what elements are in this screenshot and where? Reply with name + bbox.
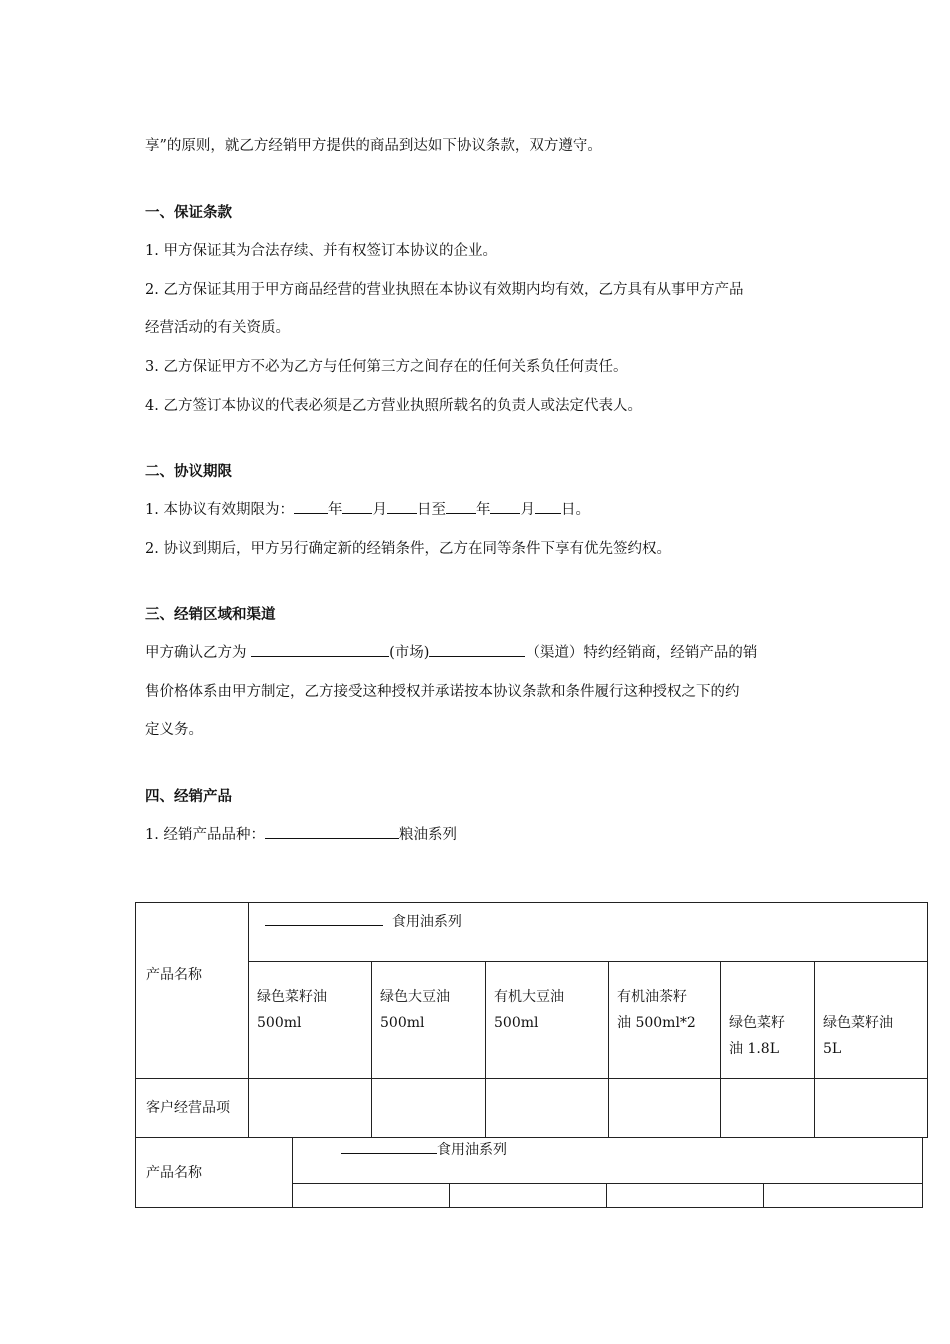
- term-line-2: 2. 协议到期后，甲方另行确定新的经销条件，乙方在同等条件下享有优先签约权。: [145, 541, 671, 557]
- section-guarantee-title: 一、保证条款: [145, 205, 232, 221]
- variety-blank[interactable]: [265, 823, 399, 839]
- customer-item-cell-2[interactable]: [372, 1079, 486, 1138]
- product-name-label: 产品名称: [146, 967, 202, 983]
- market-blank[interactable]: [251, 641, 389, 657]
- product-table-2: [135, 1137, 923, 1208]
- product-name-label-2: 产品名称: [136, 1138, 293, 1208]
- section-products-title: 四、经销产品: [145, 789, 232, 805]
- series-label: 食用油系列: [391, 914, 462, 930]
- product-cell-2: [372, 962, 486, 1079]
- area-prefix: 甲方确认乙方为: [145, 645, 247, 661]
- channel-label: （渠道）特约经销商，经销产品的销: [525, 645, 758, 661]
- product-cell-4: [609, 962, 721, 1079]
- term-prefix: 1. 本协议有效期限为：: [145, 502, 294, 518]
- guarantee-item-2-cont: 经营活动的有关资质。: [145, 320, 290, 336]
- product-name: 绿色大豆油 500ml: [380, 989, 450, 1031]
- product-cell-2-1[interactable]: [293, 1184, 450, 1208]
- end-month-blank[interactable]: [490, 498, 520, 514]
- guarantee-item-4: 4. 乙方签订本协议的代表必须是乙方营业执照所载名的负责人或法定代表人。: [145, 398, 642, 414]
- series-label-2: 食用油系列: [437, 1142, 507, 1158]
- variety-prefix: 1. 经销产品品种：: [145, 827, 265, 843]
- product-name-label-cell: [136, 903, 249, 1079]
- month-label: 月: [372, 502, 387, 518]
- customer-item-cell-4[interactable]: [609, 1079, 721, 1138]
- customer-item-cell-3[interactable]: [486, 1079, 609, 1138]
- product-name: 绿色菜籽油 500ml: [257, 989, 327, 1031]
- end-day-blank[interactable]: [535, 498, 561, 514]
- year-label-2: 年: [475, 502, 491, 518]
- market-label: (市场): [389, 645, 430, 661]
- area-line-1: [145, 641, 757, 662]
- variety-suffix: 粮油系列: [398, 827, 457, 843]
- product-cell-2-4[interactable]: [764, 1184, 923, 1208]
- customer-items-label: 客户经营品项: [136, 1079, 249, 1138]
- start-year-blank[interactable]: [294, 498, 328, 514]
- guarantee-item-2: 2. 乙方保证其用于甲方商品经营的营业执照在本协议有效期内均有效，乙方具有从事甲方产品: [145, 282, 744, 298]
- section-area-title: 三、经销区域和渠道: [145, 607, 276, 623]
- end-year-blank[interactable]: [446, 498, 476, 514]
- day-to-label: 日至: [416, 502, 446, 518]
- series-cell: [249, 903, 928, 962]
- series-blank-2[interactable]: [341, 1138, 437, 1154]
- series-blank[interactable]: [265, 910, 383, 926]
- product-cell-3: [486, 962, 609, 1079]
- product-cell-2-3[interactable]: [607, 1184, 764, 1208]
- guarantee-item-3: 3. 乙方保证甲方不必为乙方与任何第三方之间存在的任何关系负任何责任。: [145, 359, 628, 375]
- area-line-2: 售价格体系由甲方制定，乙方接受这种授权并承诺按本协议条款和条件履行这种授权之下的约: [145, 684, 740, 700]
- product-name: 绿色菜籽 油 1.8L: [729, 1015, 785, 1057]
- day-end-label: 日。: [560, 502, 590, 518]
- series-cell-2: [293, 1138, 923, 1184]
- intro-text: 享”的原则，就乙方经销甲方提供的商品到达如下协议条款，双方遵守。: [145, 138, 602, 154]
- product-name: 有机大豆油 500ml: [494, 989, 564, 1031]
- product-name: 有机油茶籽 油 500ml*2: [617, 989, 696, 1031]
- products-variety-line: [145, 823, 457, 844]
- area-line-3: 定义务。: [145, 722, 203, 738]
- year-label: 年: [327, 502, 343, 518]
- month-label-2: 月: [520, 502, 535, 518]
- product-table-1: [135, 902, 928, 1138]
- start-day-blank[interactable]: [387, 498, 417, 514]
- product-cell-5: [721, 962, 815, 1079]
- guarantee-item-1: 1. 甲方保证其为合法存续、并有权签订本协议的企业。: [145, 243, 497, 259]
- customer-item-cell-5[interactable]: [721, 1079, 815, 1138]
- product-cell-2-2[interactable]: [450, 1184, 607, 1208]
- product-name: 绿色菜籽油 5L: [823, 1015, 893, 1057]
- customer-item-cell-6[interactable]: [815, 1079, 928, 1138]
- product-cell-1: [249, 962, 372, 1079]
- term-line-1: [145, 498, 590, 519]
- customer-item-cell-1[interactable]: [249, 1079, 372, 1138]
- section-term-title: 二、协议期限: [145, 464, 232, 480]
- product-cell-6: [815, 962, 928, 1079]
- channel-blank[interactable]: [429, 641, 525, 657]
- start-month-blank[interactable]: [342, 498, 372, 514]
